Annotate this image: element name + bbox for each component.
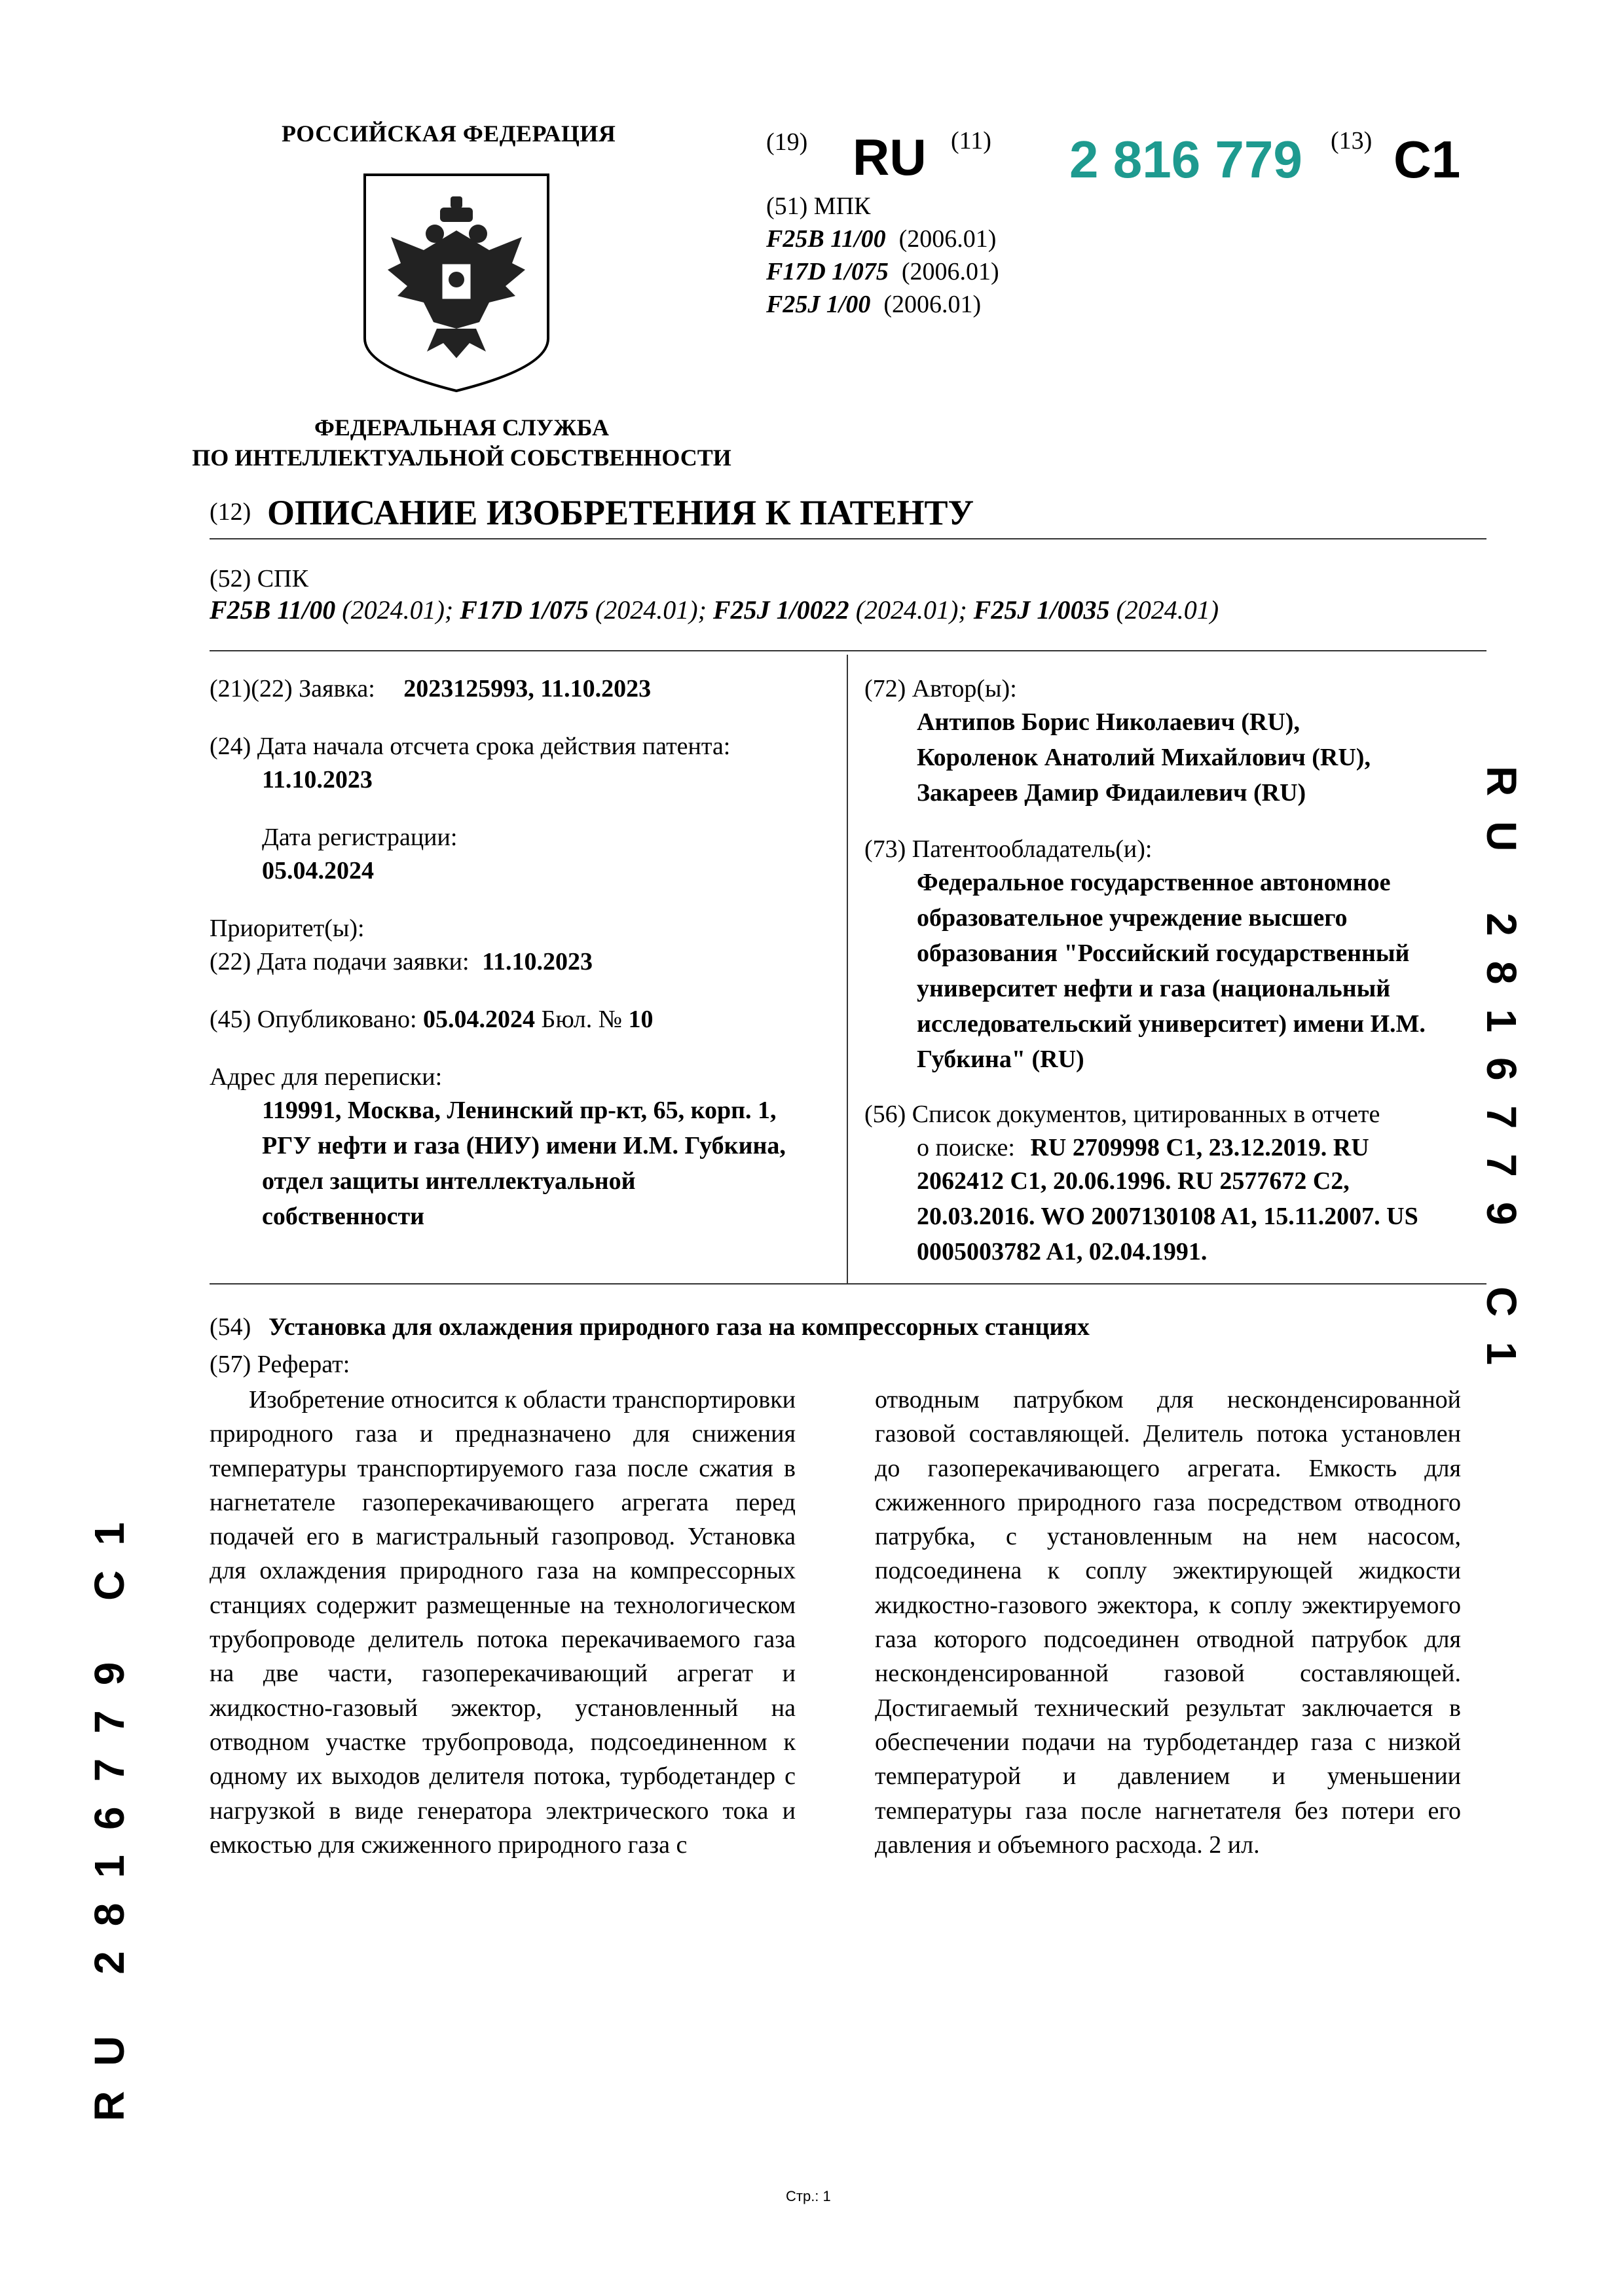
authors-list	[917, 704, 1371, 811]
abstract-text: Изобретение относится к области транспортировки природного газа и предназначено для снижения температуры транспортируемого газа после сжатия в нагнетателе газоперекачивающего агрегата перед подачей его в магистральный газопровод. Установка для охлаждения природного газа на компрессорных станциях содержит размещенные на технологическом трубопроводе делитель потока перекачиваемого газа на две части, газоперекачивающий агрегат и жидкостно-газовый эжектор, установленный на отводном участке трубопровода, подсоединенном к одному их выходов делителя потока, турбодетандер с нагрузкой в виде генератора электрического тока и емкостью для сжиженного природного газа с	[210, 1386, 796, 1859]
author-name: Закареев Дамир Фидаилевич (RU)	[917, 779, 1306, 807]
published-label: (45) Опубликовано:	[210, 1006, 417, 1033]
address-label: Адрес для переписки:	[210, 1063, 443, 1091]
agency-line-1: ФЕДЕРАЛЬНАЯ СЛУЖБА	[314, 414, 609, 441]
cited-label: (56) Список документов, цитированных в отчете	[864, 1101, 1380, 1128]
filing-row	[210, 944, 593, 979]
registration-value: 05.04.2024	[262, 857, 374, 884]
application-row	[210, 671, 651, 706]
holder-line: университет нефти и газа (национальный	[917, 975, 1391, 1002]
cited-line: 20.03.2016. WO 2007130108 A1, 15.11.2007. US	[917, 1203, 1418, 1230]
office-code: RU	[853, 128, 927, 186]
ipc-entry	[766, 225, 996, 253]
ipc-version: (2006.01)	[883, 291, 982, 318]
abstract-column-left	[210, 1383, 796, 1862]
authors-label: (72) Автор(ы):	[864, 675, 1017, 702]
author-name: Антипов Борис Николаевич (RU),	[917, 708, 1300, 736]
holder-line: образовательное учреждение высшего	[917, 904, 1348, 932]
divider	[210, 538, 1486, 539]
inid-12: (12)	[210, 498, 251, 526]
ipc-code: F25B 11/00	[766, 225, 886, 253]
agency-line-2: ПО ИНТЕЛЛЕКТУАЛЬНОЙ СОБСТВЕННОСТИ	[192, 445, 731, 471]
cited-line: 2062412 C1, 20.06.1996. RU 2577672 C2,	[917, 1167, 1350, 1195]
term-start-label: (24) Дата начала отсчета срока действия патента:	[210, 733, 731, 760]
ipc-code: F17D 1/075	[766, 258, 889, 285]
cpc-version: (2024.01);	[855, 595, 967, 625]
inid-19: (19)	[766, 128, 808, 156]
bulletin-label: Бюл. №	[541, 1006, 622, 1033]
holder-line: Губкина" (RU)	[917, 1046, 1084, 1073]
invention-title: Установка для охлаждения природного газа на компрессорных станциях	[268, 1313, 1090, 1341]
application-label: (21)(22) Заявка:	[210, 675, 375, 702]
ipc-code: F25J 1/00	[766, 291, 871, 318]
application-value: 2023125993, 11.10.2023	[403, 675, 652, 702]
abstract-label: (57) Реферат:	[210, 1351, 350, 1378]
address-line: РГУ нефти и газа (НИУ) имени И.М. Губкина,	[262, 1132, 786, 1159]
holder-label: (73) Патентообладатель(и):	[864, 835, 1153, 863]
published-row	[210, 1002, 654, 1037]
priority-label: Приоритет(ы):	[210, 915, 365, 942]
agency-name	[174, 412, 750, 473]
ipc-label: (51) МПК	[766, 192, 871, 220]
divider	[210, 650, 1486, 651]
holder-block	[917, 865, 1426, 1077]
divider	[210, 1283, 1486, 1285]
cpc-version: (2024.01);	[342, 595, 454, 625]
inid-54: (54)	[210, 1313, 251, 1341]
patent-number: 2 816 779	[1069, 130, 1302, 189]
address-line: отдел защиты интеллектуальной	[262, 1167, 636, 1195]
holder-line: Федеральное государственное автономное	[917, 869, 1391, 896]
address-line: 119991, Москва, Ленинский пр-кт, 65, корп. 1,	[262, 1097, 777, 1124]
holder-line: образования "Российский государственный	[917, 939, 1410, 967]
published-value: 05.04.2024	[423, 1006, 536, 1033]
ipc-entry	[766, 257, 999, 286]
cpc-codes	[210, 594, 1219, 625]
emblem-icon	[361, 172, 551, 394]
cpc-version: (2024.01);	[595, 595, 707, 625]
cited-first-row	[917, 1130, 1369, 1165]
page-number: Стр.: 1	[786, 2188, 831, 2204]
coat-of-arms-emblem	[361, 172, 551, 394]
ipc-version: (2006.01)	[901, 258, 999, 285]
ipc-version: (2006.01)	[898, 225, 997, 253]
cpc-code: F25J 1/0022	[712, 595, 849, 625]
term-start-value: 11.10.2023	[262, 766, 373, 793]
author-name: Короленок Анатолий Михайлович (RU),	[917, 744, 1371, 771]
abstract-column-right	[875, 1383, 1461, 1862]
address-block	[262, 1093, 786, 1234]
cited-line: RU 2709998 C1, 23.12.2019. RU	[1030, 1134, 1369, 1161]
registration-label: Дата регистрации:	[262, 824, 458, 851]
cpc-version: (2024.01)	[1116, 595, 1219, 625]
country-name: РОССИЙСКАЯ ФЕДЕРАЦИЯ	[282, 120, 616, 147]
side-patent-id-left: RU 2816779 C1	[86, 1497, 133, 2121]
kind-code: C1	[1393, 130, 1461, 189]
ipc-entry	[766, 290, 981, 319]
inid-13: (13)	[1331, 127, 1373, 155]
filing-label: (22) Дата подачи заявки:	[210, 948, 470, 975]
cited-line: 0005003782 A1, 02.04.1991.	[917, 1238, 1208, 1266]
holder-line: исследовательский университет) имени И.М.	[917, 1010, 1426, 1038]
inid-11: (11)	[951, 127, 991, 155]
abstract-text: отводным патрубком для несконденсированной газовой составляющей. Делитель потока установлен до газоперекачивающего агрегата. Емкость для сжиженного природного газа посредством отводного патрубка, с установленным на нем насосом, подсоединена к соплу эжектирующей жидкости жидкостно-газового эжектора, к соплу эжектируемого газа которого подсоединен отводной патрубок для несконденсированной газовой составляющей. Достигаемый технический результат заключается в обеспечении подачи на турбодетандер газа с низкой температурой и давлением и уменьшении температуры газа после нагнетателя без потери его давления и объемного расхода. 2 ил.	[875, 1386, 1461, 1859]
cpc-label: (52) СПК	[210, 565, 308, 592]
cited-label-2: о поиске:	[917, 1134, 1015, 1161]
cpc-code: F25J 1/0035	[973, 595, 1110, 625]
column-divider	[847, 655, 848, 1283]
bulletin-value: 10	[628, 1006, 654, 1033]
cpc-code: F25B 11/00	[210, 595, 336, 625]
cpc-code: F17D 1/075	[460, 595, 589, 625]
filing-value: 11.10.2023	[482, 948, 593, 975]
side-patent-id-right: RU 2816779 C1	[1478, 766, 1525, 1390]
document-type-title: ОПИСАНИЕ ИЗОБРЕТЕНИЯ К ПАТЕНТУ	[267, 493, 974, 532]
cited-block	[917, 1163, 1418, 1269]
address-line: собственности	[262, 1203, 425, 1230]
